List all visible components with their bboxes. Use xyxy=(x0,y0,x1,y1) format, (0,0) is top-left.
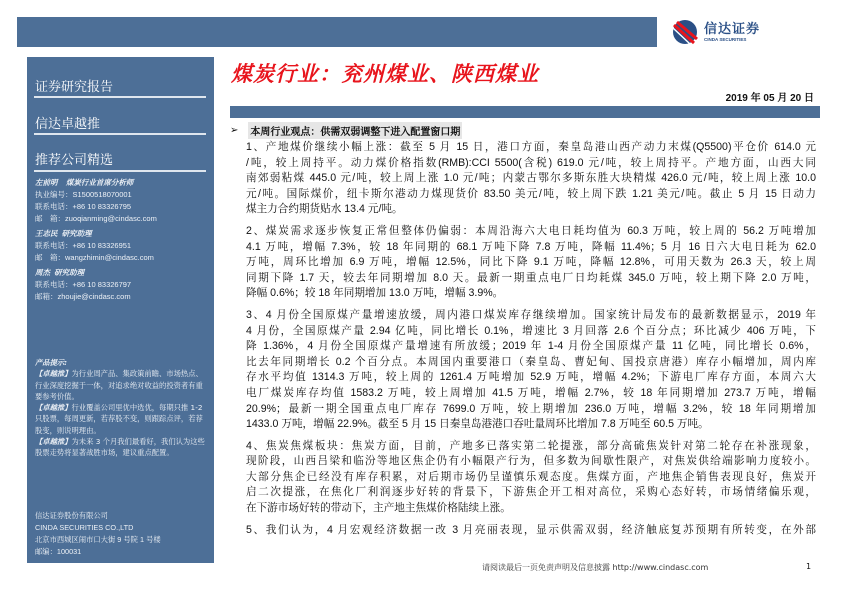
bullet-arrow-icon: ➢ xyxy=(230,125,239,136)
analyst-name: 王志民 xyxy=(35,229,58,238)
tip-text: 为未来 3 个月我们最看好，我们认为这些股票走势将显著战胜市场，建议重点配置。 xyxy=(35,437,205,458)
paragraph-line: 20.9%；最新一期全国重点电厂库存 7699.0 万吨，较上期增加 236.0 万吨，增幅 3.2%，较 18 年同期增加 xyxy=(246,402,816,415)
paragraph-line: 同期下降 1.7 天，较去年同期增加 8.0 天。最新一期重点电厂日均耗煤 345.0 万吨，较上期下降 2.0 万吨， xyxy=(246,271,816,284)
report-date: 2019 年 05 月 20 日 xyxy=(725,93,814,104)
section-research-report: 证券研究报告 xyxy=(35,79,114,94)
cinda-logo-icon xyxy=(672,19,698,45)
analyst-name: 周杰 xyxy=(35,268,50,277)
headline-text: 本周行业观点：供需双弱调整下进入配置窗口期 xyxy=(248,122,462,139)
paragraph-line: 大部分焦企已经没有库存积累，对后期市场仍呈谨慎乐观态度。焦煤方面，产地焦企销售表现良好，焦炭开 xyxy=(246,470,816,483)
paragraph-line: 降 1.36%，4 月份全国原煤产量增速有所放缓；2019 年 1-4 月份全国原煤产量 11 亿吨，同比增长 0.6%， xyxy=(246,340,816,353)
paragraph-line: 1、产地煤价继续小幅上涨：截至 5 月 15 日，港口方面，秦皇岛港山西产动力末煤(Q5500)平仓价 614.0 元 xyxy=(246,141,816,153)
company-address: 北京市西城区闹市口大街 9 号院 1 号楼 xyxy=(35,535,161,544)
company-name-cn: 信达证券股份有限公司 xyxy=(35,511,108,520)
cinda-logo xyxy=(672,17,822,47)
header-banner xyxy=(17,17,657,47)
tip-tag: 【卓越推】 xyxy=(35,403,72,413)
analyst-name: 左前明 xyxy=(35,178,58,187)
divider xyxy=(34,170,206,172)
report-title: 煤炭行业：兖州煤业、陕西煤业 xyxy=(231,61,539,86)
paragraph-line: 在下游市场好转的带动下，主产地主焦煤价格陆续上涨。 xyxy=(246,502,511,515)
analyst-phone: 联系电话：+86 10 83326795 xyxy=(35,202,132,211)
logo-cn: 信达证券 xyxy=(704,21,761,37)
footer-disclaimer[interactable]: 请阅读最后一页免责声明及信息披露 http://www.cindasc.com xyxy=(482,563,709,572)
paragraph xyxy=(246,308,816,433)
report-body xyxy=(246,140,816,544)
paragraph-line: 万吨，周环比增加 6.9 万吨，增幅 12.5%，同比下降 9.1 万吨，降幅 12.8%，可用天数为 26.3 天，较上周 xyxy=(246,256,816,269)
paragraph-line: 1433.0 万吨，增幅 22.9%。截至 5 月 15 日秦皇岛港港口吞吐量周环比增加 7.8 万吨至 60.5 万吨。 xyxy=(246,418,709,431)
paragraph-line: 电厂煤炭库存均值 1583.2 万吨，较上周增加 41.5 万吨，增幅 2.7%，较 18 年同期增加 273.7 万吨，增幅 xyxy=(246,386,816,399)
paragraph-line: 4 月份，全国原煤产量 2.94 亿吨，同比增长 0.1%，增速比 3 月回落 2.6 个百分点；环比减少 406 万吨，下 xyxy=(246,324,816,337)
divider xyxy=(34,96,206,98)
analyst-role: 煤炭行业首席分析师 xyxy=(65,178,134,187)
paragraph-line: 比去年同期增长 0.2 个百分点。本周国内重要港口（秦皇岛、曹妃甸、国投京唐港）库存小幅增加，周内库 xyxy=(246,355,816,368)
product-tips xyxy=(35,357,210,459)
paragraph xyxy=(246,140,816,218)
paragraph-line: 煤主力合约期货贴水 13.4 元/吨。 xyxy=(246,203,403,216)
section-bar xyxy=(230,106,820,118)
tip-tag: 【卓越推】 xyxy=(35,437,72,447)
paragraph-line: 启二次提涨，在焦化厂利润逐步好转的背景下，下游焦企开工相对高位，采购心态好转，市场情绪偏乐观， xyxy=(246,486,816,499)
paragraph-line: 4、焦炭焦煤板块：焦炭方面，目前，产地多已落实第二轮提涨，部分高硫焦炭针对第二轮存在补涨现象， xyxy=(246,439,816,452)
tips-title: 产品提示: xyxy=(35,358,68,367)
analyst-email[interactable]: 邮 箱：wangzhimin@cindasc.com xyxy=(35,253,154,262)
section-recommended: 推荐公司精选 xyxy=(35,152,114,167)
analyst-role: 研究助理 xyxy=(61,229,92,238)
analyst-email[interactable]: 邮 箱：zuoqianming@cindasc.com xyxy=(35,214,157,223)
tip-text: 为行业周产品、集政策前瞻、市场热点、行业深度挖掘于一体，对追求绝对收益的投资者有重要参考价值。 xyxy=(35,369,203,401)
paragraph-line: 5、我们认为，4 月宏观经济数据一改 3 月亮丽表现，显示供需双弱，经济触底复苏预期有所转变，在外部 xyxy=(246,523,816,536)
analyst-card xyxy=(35,177,157,225)
analyst-card xyxy=(35,228,154,264)
paragraph-line: 降幅 0.6%；较 18 年同期增加 13.0 万吨，增幅 3.9%。 xyxy=(246,287,504,300)
paragraph xyxy=(246,523,816,539)
analyst-phone: 联系电话：+86 10 83326797 xyxy=(35,280,132,289)
analyst-id: 执业编号：S1500518070001 xyxy=(35,190,132,199)
analyst-card xyxy=(35,267,131,303)
paragraph-line: 2、煤炭需求逐步恢复正常但整体仍偏弱：本周沿海六大电日耗均值为 60.3 万吨，较上周的 56.2 万吨增加 xyxy=(246,224,816,237)
logo-en: CINDA SECURITIES xyxy=(704,36,747,42)
company-name-en: CINDA SECURITIES CO.,LTD xyxy=(35,523,134,532)
paragraph-line: 存水平均值 1314.3 万吨，较上周的 1261.4 万吨增加 52.9 万吨，增幅 4.2%；下游电厂库存方面，本周六大 xyxy=(246,371,816,384)
analyst-phone: 联系电话：+86 10 83326951 xyxy=(35,241,132,250)
tip-text: 行业覆盖公司里优中选优，每期只推 1-2 只股票，每周更新，若荐股不变，则跟踪点评，若荐股变，则说明理由。 xyxy=(35,403,203,435)
company-postcode: 邮编：100031 xyxy=(35,547,82,556)
company-info xyxy=(35,510,161,558)
paragraph-line: /吨，较上周持平。动力煤价格指数(RMB):CCI 5500(含税) 619.0 元/吨，较上周持平。产地方面，山西大同 xyxy=(246,156,816,169)
tip-tag: 【卓越推】 xyxy=(35,369,72,379)
analyst-role: 研究助理 xyxy=(54,268,85,277)
paragraph-line: 4.1 万吨，增幅 7.3%，较 18 年同期的 68.1 万吨下降 7.8 万吨，降幅 11.4%；5 月 16 日六大电日耗为 62.0 xyxy=(246,240,816,253)
paragraph-line: 现阶段，山西吕梁和临汾等地区焦企仍有小幅限产行为，但多数为间歇性限产，对焦炭供给端影响力度较小。 xyxy=(246,455,816,468)
paragraph-line: 元/吨。国际煤价，纽卡斯尔港动力煤现货价 83.50 美元/吨，较上周下跌 1.21 美元/吨。截止 5 月 15 日动力 xyxy=(246,187,816,200)
sidebar xyxy=(27,57,214,563)
paragraph xyxy=(246,224,816,302)
paragraph xyxy=(246,439,816,517)
analyst-email[interactable]: 邮箱：zhoujie@cindasc.com xyxy=(35,292,131,301)
page-number: 1 xyxy=(806,562,812,571)
paragraph-line: 南郊弱粘煤 445.0 元/吨，较上周上涨 1.0 元/吨；内蒙古鄂尔多斯东胜大块精煤 426.0 元/吨，较上周上涨 10.0 xyxy=(246,172,816,185)
headline xyxy=(230,122,462,139)
divider xyxy=(34,133,206,135)
paragraph-line: 3、4 月份全国原煤产量增速放缓，周内港口煤炭库存继续增加。国家统计局发布的最新数据显示，2019 年 xyxy=(246,308,816,321)
section-cinda-pick: 信达卓越推 xyxy=(35,116,101,131)
